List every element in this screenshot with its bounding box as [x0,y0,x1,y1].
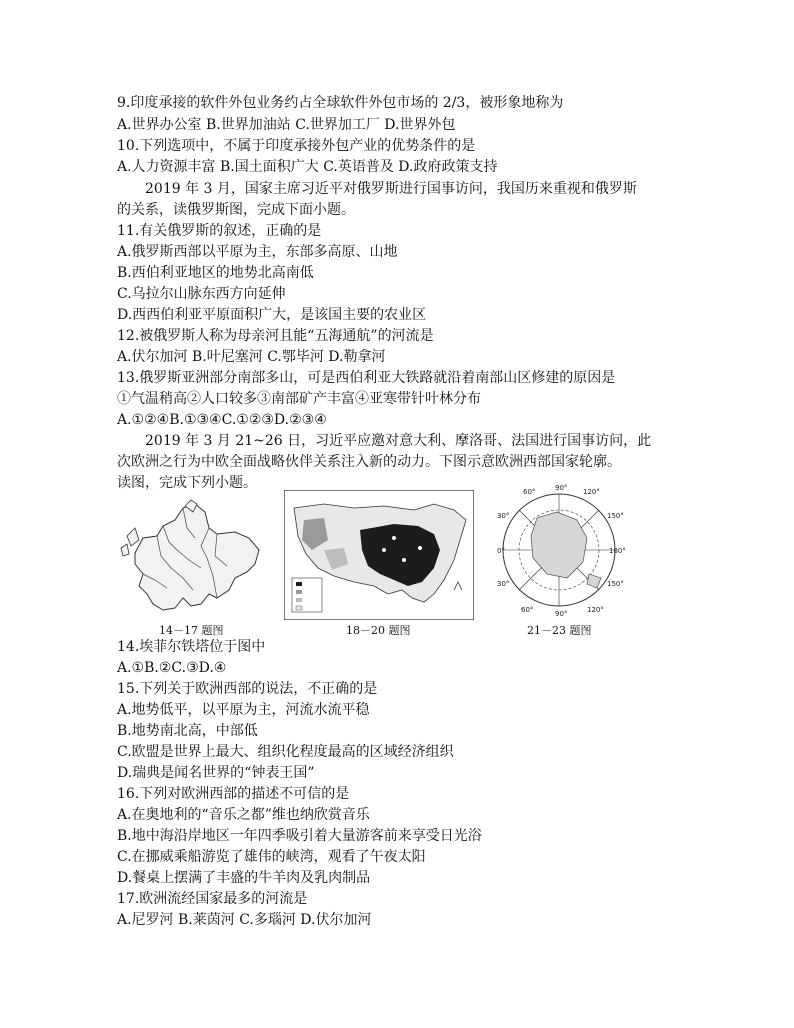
russia-intro-line2: 的关系，读俄罗斯图，完成下面小题。 [117,202,355,218]
polar-label-60: 60° [523,488,536,496]
q16-option-d: D.餐桌上摆满了丰盛的牛羊肉及乳肉制品 [117,870,371,886]
polar-label-90-bottom: 90° [555,610,568,618]
europe-map-figure [117,498,267,637]
q13-statements: ①气温稍高②人口较多③南部矿产丰富④亚寒带针叶林分布 [117,391,481,407]
q16-option-a: A.在奥地利的“音乐之都”维也纳欣赏音乐 [117,807,370,823]
polar-map-figure [497,478,627,638]
russia-intro-line1: 2019 年 3 月，国家主席习近平对俄罗斯进行国事访问，我国历来重视和俄罗斯 [145,181,637,197]
q14-stem: 14.埃菲尔铁塔位于图中 [117,639,266,655]
q9-options: A.世界办公室 B.世界加油站 C.世界加工厂 D.世界外包 [117,117,456,133]
fig3-caption: 21－23 题图 [527,624,592,637]
q11-stem: 11.有关俄罗斯的叙述，正确的是 [117,223,322,239]
q16-option-c: C.在挪威乘船游览了雄伟的峡湾，观看了午夜太阳 [117,849,426,865]
figure-row [117,478,626,638]
q15-stem: 15.下列关于欧洲西部的说法，不正确的是 [117,681,378,697]
europe-intro-line3: 读图，完成下列小题。 [117,475,257,491]
q16-stem: 16.下列对欧洲西部的描述不可信的是 [117,786,350,802]
polar-label-0: 0° [497,547,505,555]
usa-map-figure [284,490,474,637]
polar-label-150-bottom: 150° [607,580,624,588]
usa-map [284,490,474,620]
q15-option-b: B.地势南北高，中部低 [117,723,258,739]
polar-map [497,478,627,618]
polar-label-120-bottom: 120° [587,606,604,614]
polar-label-top: 90° [555,484,568,492]
q11-option-a: A.俄罗斯西部以平原为主，东部多高原、山地 [117,244,398,260]
q11-option-c: C.乌拉尔山脉东西方向延伸 [117,286,286,302]
q16-option-b: B.地中海沿岸地区一年四季吸引着大量游客前来享受日光浴 [117,828,482,844]
polar-label-30: 30° [497,512,510,520]
polar-label-60-bottom: 60° [521,606,534,614]
polar-label-30-bottom: 30° [497,580,510,588]
polar-label-180: 180° [609,547,626,555]
q11-option-b: B.西伯利亚地区的地势北高南低 [117,265,314,281]
q13-options: A.①②④B.①③④C.①②③D.②③④ [117,412,327,428]
q11-option-d: D.西西伯利亚平原面积广大，是该国主要的农业区 [117,307,427,323]
polar-label-150: 150° [607,512,624,520]
europe-map [117,498,267,616]
europe-intro-line1: 2019 年 3 月 21~26 日，习近平应邀对意大利、摩洛哥、法国进行国事访问，此 [145,433,652,449]
europe-intro-line2: 次欧洲之行为中欧全面战略伙伴关系注入新的动力。下图示意欧洲西部国家轮廓。 [117,454,621,470]
q13-stem: 13.俄罗斯亚洲部分南部多山，可是西伯利亚大铁路就沿着南部山区修建的原因是 [117,370,616,386]
q10-options: A.人力资源丰富 B.国土面积广大 C.英语普及 D.政府政策支持 [117,159,498,175]
q12-options: A.伏尔加河 B.叶尼塞河 C.鄂毕河 D.勒拿河 [117,349,386,365]
q14-options: A.①B.②C.③D.④ [117,660,227,676]
q15-option-d: D.瑞典是闻名世界的“钟表王国” [117,765,315,781]
q15-option-a: A.地势低平，以平原为主，河流水流平稳 [117,702,370,718]
q12-stem: 12.被俄罗斯人称为母亲河且能“五海通航”的河流是 [117,328,434,344]
q10-stem: 10.下列选项中，不属于印度承接外包产业的优势条件的是 [117,138,476,154]
q15-option-c: C.欧盟是世界上最大、组织化程度最高的区域经济组织 [117,744,454,760]
polar-label-120: 120° [583,488,600,496]
fig1-caption: 14－17 题图 [159,624,224,637]
q9-stem: 9.印度承接的软件外包业务约占全球软件外包市场的 2/3，被形象地称为 [117,95,564,111]
fig2-caption: 18－20 题图 [346,624,411,637]
q17-stem: 17.欧洲流经国家最多的河流是 [117,891,308,907]
q17-options: A.尼罗河 B.莱茵河 C.多瑙河 D.伏尔加河 [117,912,372,928]
